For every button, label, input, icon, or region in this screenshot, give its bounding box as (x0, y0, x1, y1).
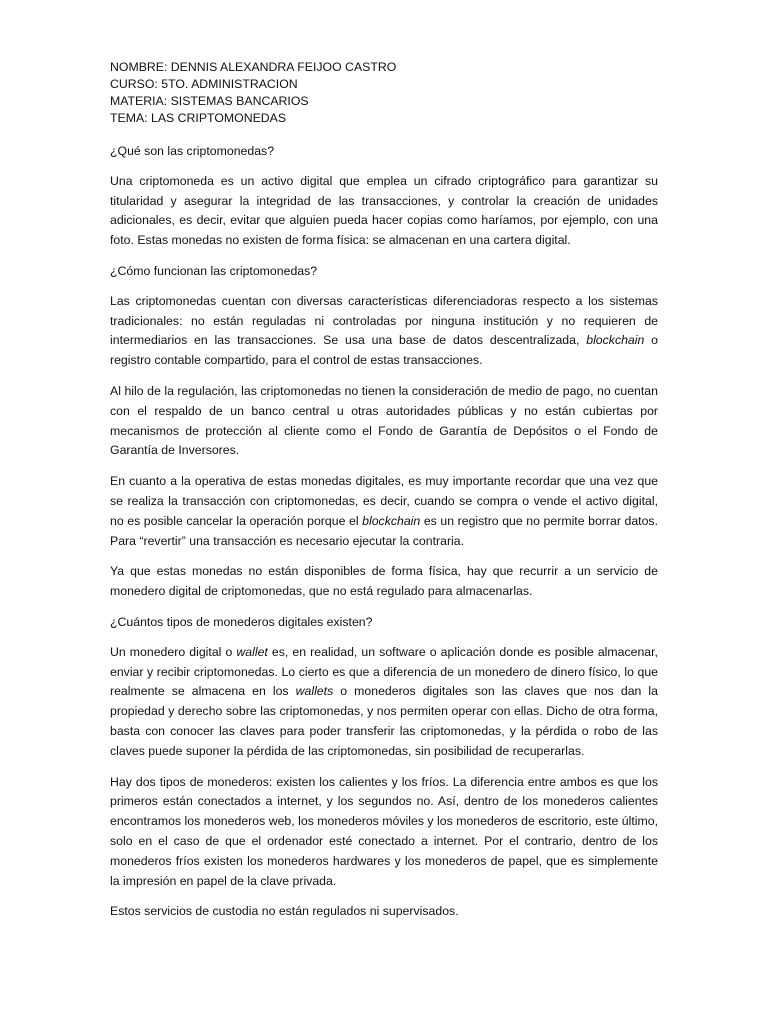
text-run: es, en realidad, un software o aplicación donde es posible almacenar, enviar y recibir criptomonedas. Lo cierto es que a diferencia de un monedero de dinero físico, lo que realmente se almacena en los (110, 644, 658, 699)
italic-term: blockchain (362, 513, 421, 528)
subject: MATERIA: SISTEMAS BANCARIOS (110, 94, 309, 108)
student-name: NOMBRE: DENNIS ALEXANDRA FEIJOO CASTRO (110, 60, 397, 74)
text-run: Las criptomonedas cuentan con diversas características diferenciadoras respecto a los sistemas tradicionales: no están reguladas ni controladas por ninguna institución y no requieren de intermediarios en las transacciones. Se usa una base de datos descentralizada, (110, 293, 658, 348)
paragraph-definition: Una criptomoneda es un activo digital que emplea un cifrado criptográfico para garantizar su titularidad y asegurar la integridad de las transacciones, y controlar la creación de unidades adicionales, es decir, evitar que alguien pueda hacer copias como haríamos, por ejemplo, con una foto. Estas monedas no existen de forma física: se almacenan en una cartera digital. (110, 173, 658, 248)
topic: TEMA: LAS CRIPTOMONEDAS (110, 111, 287, 125)
paragraph-wallet-service: Ya que estas monedas no están disponibles de forma física, hay que recurrir a un servicio de monedero digital de criptomonedas, que no está regulado para almacenarlas. (110, 564, 658, 599)
paragraph-custody: Estos servicios de custodia no están regulados ni supervisados. (110, 904, 459, 919)
section-heading-what-are: ¿Qué son las criptomonedas? (110, 144, 275, 158)
text-run: es un registro que no permite borrar datos. Para “revertir” una transacción es necesario ejecutar la contraria. (110, 513, 658, 548)
text-run: o registro contable compartido, para el control de estas transacciones. (110, 333, 658, 368)
italic-term: wallets (295, 684, 334, 699)
paragraph-hot-cold-wallets: Hay dos tipos de monederos: existen los calientes y los fríos. La diferencia entre ambos es que los primeros están conectados a internet, y los segundos no. Así, dentro de los monederos calientes encontramos los monederos web, los monederos móviles y los monederos de escritorio, este último, solo en el caso de que el ordenador esté conectado a internet. Por el contrario, dentro de los monederos fríos existen los monederos hardwares y los monederos de papel, que es simplemente la impresión en papel de la clave privada. (110, 774, 658, 888)
paragraph-characteristics (110, 292, 658, 371)
text-run: o monederos digitales son las claves que nos dan la propiedad y derecho sobre las criptomonedas, y nos permiten operar con ellas. Dicho de otra forma, basta con conocer las claves para poder transferir las criptomonedas, y la pérdida o robo de las claves puede suponer la pérdida de las criptomonedas, sin posibilidad de recuperarlas. (110, 684, 658, 758)
course: CURSO: 5TO. ADMINISTRACION (110, 77, 298, 91)
document-header (110, 59, 658, 127)
paragraph-regulation: Al hilo de la regulación, las criptomonedas no tienen la consideración de medio de pago, no cuentan con el respaldo de un banco central u otras autoridades públicas y no están cubiertas por mecanismos de protección al cliente como el Fondo de Garantía de Depósitos o el Fondo de Garantía de Inversores. (110, 383, 658, 458)
document-page (110, 59, 658, 922)
text-run: En cuanto a la operativa de estas monedas digitales, es muy importante recordar que una vez que se realiza la transacción con criptomonedas, es decir, cuando se compra o vende el activo digital, no es posible cancelar la operación porque el (110, 474, 658, 528)
italic-term: blockchain (586, 333, 645, 348)
section-heading-how-work: ¿Cómo funcionan las criptomonedas? (110, 263, 318, 278)
paragraph-wallet-definition (110, 643, 658, 762)
section-heading-wallet-types: ¿Cuántos tipos de monederos digitales existen? (110, 614, 373, 629)
italic-term: wallet (236, 644, 268, 659)
text-run: Un monedero digital o (110, 644, 237, 659)
paragraph-operation (110, 472, 658, 551)
